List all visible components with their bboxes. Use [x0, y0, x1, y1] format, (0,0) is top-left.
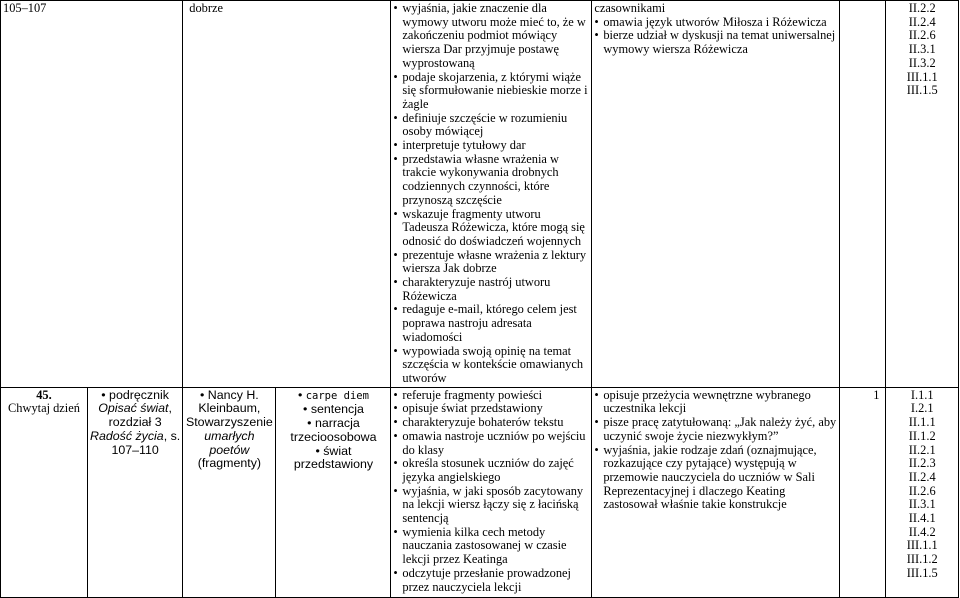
list-item: II.2.6 [908, 28, 936, 43]
list-item: III.1.1 [906, 538, 938, 553]
list-item: • wyjaśnia, w jaki sposób zacytowany na lekcji wiersz łączy się z łacińską sentencją [393, 485, 589, 526]
list-item: • redaguje e-mail, którego celem jest poprawa nastroju adresata wiadomości [393, 303, 589, 344]
table-row [1, 1, 959, 388]
list-item: II.4.2 [908, 524, 936, 539]
codes-list [888, 2, 956, 98]
codes-list [888, 389, 956, 581]
list-item: • wypowiada swoją opinię na temat szczęścia w kontekście omawianych utworów [393, 345, 589, 386]
list-item: II.2.4 [908, 469, 936, 484]
text-cell [183, 387, 276, 597]
table-row [1, 387, 959, 597]
skills-lead: czasownikami [594, 1, 666, 15]
materials-item: Radość życia, s. 107–110 [90, 428, 181, 457]
empty-hours-cell [839, 1, 886, 388]
list-item: III.1.5 [906, 83, 938, 98]
lesson-cell [1, 387, 88, 597]
hours-text: 1 [873, 387, 880, 402]
goals-list [393, 389, 589, 595]
list-item: • referuje fragmenty powieści [393, 389, 589, 403]
list-item: • opisuje przeżycia wewnętrzne wybranego uczestnika lekcji [594, 389, 837, 416]
goals-cell [391, 387, 592, 597]
list-item: II.2.6 [908, 483, 936, 498]
materials-cell [87, 387, 182, 597]
list-item: • sentencja [303, 402, 364, 417]
list-item: • wymienia kilka cech metody nauczania zastosowanej w czasie lekcji przez Keatinga [393, 526, 589, 567]
list-item: • opisuje świat przedstawiony [393, 402, 589, 416]
list-item: • prezentuje własne wrażenia z lektury wiersza Jak dobrze [393, 249, 589, 276]
list-item: • narracja trzecioosobowa [290, 416, 377, 444]
list-item: • omawia nastroje uczniów po wejściu do klasy [393, 430, 589, 457]
text-source: • Nancy H. Kleinbaum, Stowarzyszenie umarłych poetów (fragmenty) [185, 387, 273, 471]
list-item: II.4.1 [908, 511, 936, 526]
list-item: • bierze udział w dyskusji na temat uniwersalnej wymowy wiersza Różewicza [594, 29, 837, 56]
list-item: II.1.1 [908, 415, 936, 430]
list-item: • pisze pracę zatytułowaną: „Jak należy żyć, aby uczynić swoje życie niezwykłym?” [594, 416, 837, 443]
hours-cell [1, 1, 183, 388]
list-item: • przedstawia własne wrażenia w trakcie wykonywania drobnych codziennych czynności, które przynoszą szczęście [393, 153, 589, 208]
list-item: • wyjaśnia, jakie rodzaje zdań (oznajmujące, rozkazujące czy pytające) występują w przemowie nauczyciela do uczniów w Sali Reprezentacyjnej i dlaczego Keating zastosował właśnie takie konstrukcje [594, 444, 837, 513]
skills-cell [592, 387, 840, 597]
concepts-list [278, 389, 388, 472]
lesson-title: Chwytaj dzień [8, 401, 80, 416]
skills-cell [592, 1, 840, 388]
skills-list [594, 389, 837, 512]
list-item: • definiuje szczęście w rozumieniu osoby mówiącej [393, 112, 589, 139]
goals-list [393, 2, 589, 386]
skills-list [594, 16, 837, 57]
list-item: III.1.5 [906, 565, 938, 580]
list-item: II.2.4 [908, 14, 936, 29]
list-item: I.1.1 [910, 387, 934, 402]
grade-cell [183, 1, 391, 388]
codes-cell [886, 1, 959, 388]
materials-item: • podręcznik Opisać świat, rozdział 3 [98, 387, 172, 430]
list-item: • omawia język utworów Miłosza i Różewicza [594, 16, 837, 30]
list-item: III.1.1 [906, 69, 938, 84]
list-item: • charakteryzuje bohaterów tekstu [393, 416, 589, 430]
list-item: II.1.2 [908, 428, 936, 443]
hours-cell [839, 387, 886, 597]
list-item: • odczytuje przesłanie prowadzonej przez nauczyciela lekcji [393, 567, 589, 594]
list-item: II.3.1 [908, 497, 936, 512]
list-item: • podaje skojarzenia, z którymi wiąże się sformułowanie niebieskie morze i żagle [393, 71, 589, 112]
list-item: • określa stosunek uczniów do zajęć języka angielskiego [393, 457, 589, 484]
grade-text: dobrze [189, 1, 223, 15]
list-item: III.1.2 [906, 552, 938, 567]
list-item: • świat przedstawiony [293, 443, 374, 472]
list-item: • wyjaśnia, jakie znaczenie dla wymowy utworu może mieć to, że w zakończeniu podmiot mówiący wiersza Dar przyjmuje postawę wyprostowaną [393, 2, 589, 71]
list-item: • wskazuje fragmenty utworu Tadeusza Różewicza, które mogą się odnosić do doświadczeń wojennych [393, 208, 589, 249]
list-item: I.2.1 [910, 401, 934, 416]
list-item: II.3.1 [908, 42, 936, 57]
hours-text: 105–107 [3, 1, 47, 15]
list-item: II.3.2 [908, 55, 936, 70]
list-item: • carpe diem [297, 387, 369, 402]
list-item: • charakteryzuje nastrój utworu Różewicza [393, 276, 589, 303]
list-item: II.2.1 [908, 442, 936, 457]
lesson-number: 45. [36, 387, 52, 402]
concepts-cell [276, 387, 391, 597]
list-item: • interpretuje tytułowy dar [393, 139, 589, 153]
list-item: II.2.3 [908, 456, 936, 471]
list-item: II.2.2 [908, 1, 936, 15]
goals-cell [391, 1, 592, 388]
codes-cell [886, 387, 959, 597]
